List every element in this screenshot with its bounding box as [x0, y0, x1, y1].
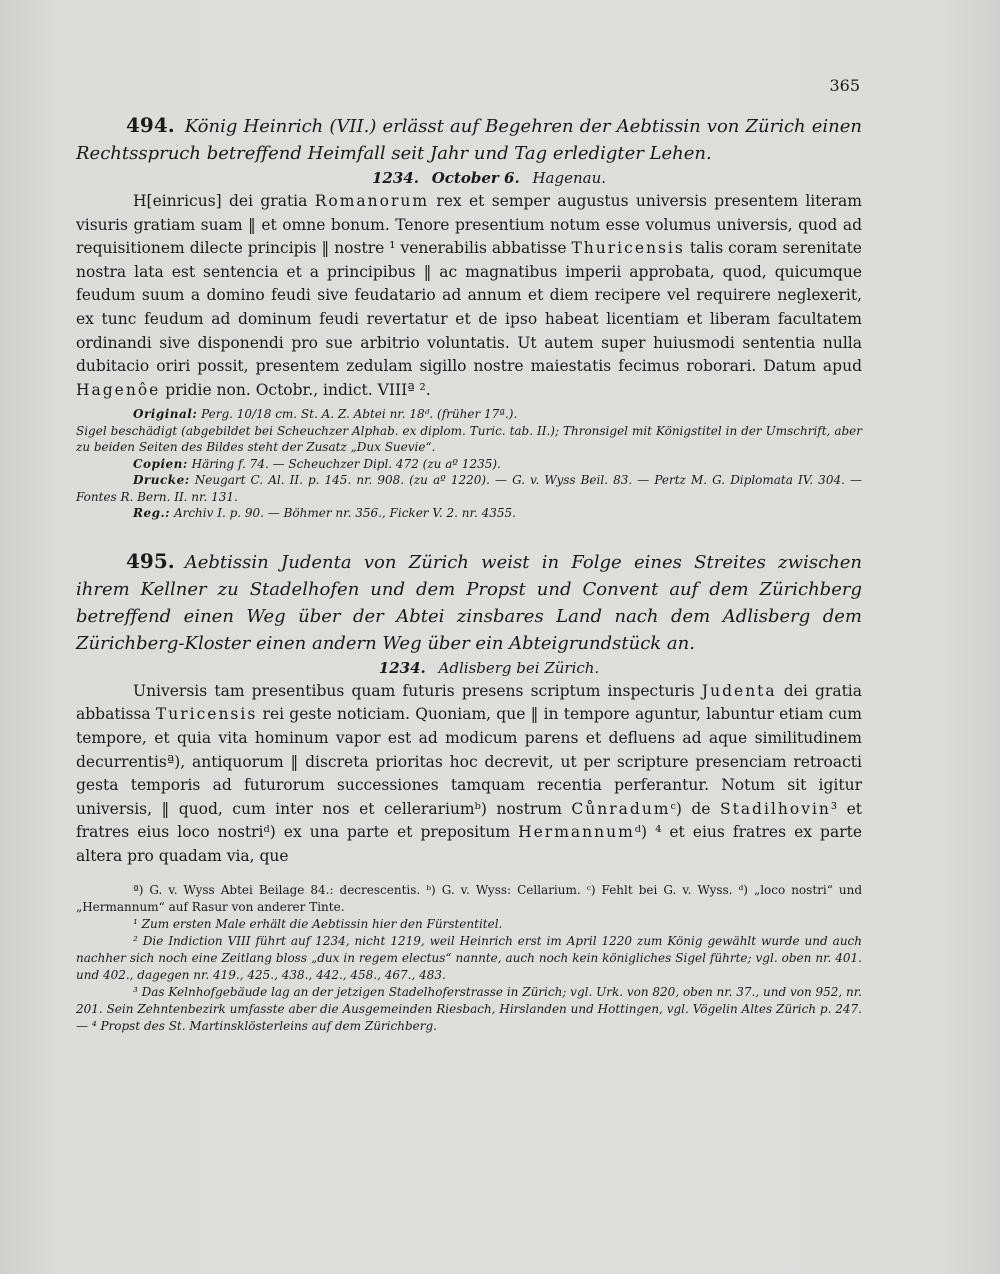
text-run: pridie non. Octobr., indict. VIIIª ².	[160, 380, 431, 399]
text-run: rei geste noticiam. Quoniam, que ‖ in tempore aguntur, labuntur etiam cum tempore, et quia vita hominum vapor est ad modicum parens et defluens ad aque similitudinem decurrentisª), antiquorum ‖ discreta prioritas hoc decrevit, ut per scripture presenciam retroacti gesta temporis ad futurorum successiones tamquam recentia perferantur. Notum sit igitur universis, ‖ quod, cum inter nos et cellerariumᵇ) nostrum	[76, 705, 862, 818]
spaced-name: Turicensis	[155, 705, 258, 724]
footnote-3: ³ Das Kelnhofgebäude lag an der jetzigen Stadelhoferstrasse in Zürich; vgl. Urk. von 820, oben nr. 37., und von 952, nr. 201. Sein Zehntenbezirk umfasste aber die Ausgemeinden Riesbach, Hirslanden und Hottingen, vgl. Vögelin Altes Zürich p. 247. — ⁴ Propst des St. Martinsklösterleins auf dem Zürichberg.	[76, 985, 862, 1033]
doc-495-title: Aebtissin Judenta von Zürich weist in Folge eines Streites zwischen ihrem Kellner zu Stadelhofen und dem Propst und Convent auf dem Zürichberg betreffend einen Weg über der Abtei zinsbares Land nach dem Adlisberg dem Zürichberg-Kloster einen andern Weg über ein Abteigrundstück an.	[76, 551, 862, 654]
reg-label: Reg.:	[133, 506, 171, 521]
sigel-note: Sigel beschädigt (abgebildet bei Scheuchzer Alphab. ex diplom. Turic. tab. II.); Thronsigel mit Königstitel in der Umschrift, aber zu beiden Seiten des Bildes steht der Zusatz „Dux Suevie“.	[76, 423, 862, 455]
page-number: 365	[829, 76, 860, 95]
text-run: Universis tam presentibus quam futuris presens scriptum inspecturis	[133, 681, 702, 700]
spaced-name: Thuricensis	[571, 239, 685, 258]
original-label: Original:	[133, 407, 198, 422]
text-run: rex et semper augustus universis presentem literam visuris gratiam suam ‖ et omne bonum. Tenore presentium notum esse volumus universis, quod ad requisitionem dilecte principis ‖ nostre ¹ venerabilis abbatisse	[76, 192, 862, 258]
drucke-text: Neugart C. Al. II. p. 145. nr. 908. (zu aº 1220). — G. v. Wyss Beil. 83. — Pertz M. G. Diplomata IV. 304. — Fontes R. Bern. II. nr. 131.	[76, 473, 862, 504]
original-text: Perg. 10/18 cm. St. A. Z. Abtei nr. 18ᵈ. (früher 17ª.).	[201, 407, 518, 422]
doc-495-dateline	[116, 657, 862, 680]
spaced-name: Hagenôe	[76, 380, 161, 399]
doc-495-place: Adlisberg bei Zürich.	[438, 658, 600, 677]
footnote-letters: ª) G. v. Wyss Abtei Beilage 84.: decrescentis. ᵇ) G. v. Wyss: Cellarium. ᶜ) Fehlt bei G. v. Wyss. ᵈ) „loco nostri“ und „Hermannum“ auf Rasur von anderer Tinte.	[76, 883, 862, 914]
footnote-2: ² Die Indiction VIII führt auf 1234, nicht 1219, weil Heinrich erst im April 1220 zum König gewählt wurde und auch nachher sich noch eine Zeitlang bloss „dux in regem electus“ nannte, auch noch kein königliches Sigel führte; vgl. oben nr. 401. und 402., dagegen nr. 419., 425., 438., 442., 458., 467., 483.	[76, 934, 862, 982]
doc-495-text	[76, 680, 862, 869]
doc-494-place: Hagenau.	[532, 169, 607, 187]
text-run: ᶜ) de	[670, 799, 720, 818]
copien-label: Copien:	[133, 456, 188, 471]
doc-494-text	[76, 190, 862, 402]
doc-494-day: October 6.	[431, 169, 520, 187]
footnote-1: ¹ Zum ersten Male erhält die Aebtissin hier den Fürstentitel.	[133, 917, 503, 931]
spaced-name: Judenta	[701, 681, 777, 700]
doc-494-year: 1234.	[371, 169, 419, 187]
spaced-name: Romanorum	[314, 192, 430, 210]
main-content	[76, 112, 862, 869]
text-run: ³ et fratres eius loco nostriᵈ) ex una parte et prepositum	[76, 799, 862, 842]
doc-494-heading	[76, 112, 862, 167]
doc-494-title: König Heinrich (VII.) erlässt auf Begehren der Aebtissin von Zürich einen Rechtsspruch betreffend Heimfall seit Jahr und Tag erledigter Lehen.	[76, 116, 862, 164]
spaced-name: Cůnradum	[571, 799, 671, 818]
copien-note	[76, 456, 862, 473]
doc-495-year: 1234.	[378, 658, 426, 677]
copien-text: Häring f. 74. — Scheuchzer Dipl. 472 (zu aº 1235).	[191, 456, 501, 471]
text-run: H[einricus] dei gratia	[133, 192, 315, 210]
drucke-label: Drucke:	[133, 473, 190, 488]
text-run: ᵈ) ⁴ et eius fratres ex parte altera pro quadam via, que	[76, 823, 862, 865]
doc-495-heading	[76, 548, 862, 657]
text-run: dei gratia abbatissa	[76, 681, 862, 724]
doc-494-dateline	[116, 167, 862, 190]
drucke-note	[76, 472, 862, 505]
text-run: talis coram serenitate nostra lata est sentencia et a principibus ‖ ac magnatibus imperii approbata, quod, quicumque feudum suum a domino feudi sive feudatario ad annum et diem recipere vel requirere neglexerit, ex tunc feudum ad dominum feudi revertatur et de ipso habeat licentiam et liberam facultatem ordinandi sive disponendi pro sue arbitrio voluntatis. Ut autem super huiusmodi sententia nulla dubitacio oriri possit, presentem zedulam sigillo nostre maiestatis fecimus roborari. Datum apud	[76, 239, 862, 376]
original-note	[76, 406, 862, 423]
footnotes	[76, 882, 862, 1035]
doc-495-number: 495.	[126, 548, 175, 573]
reg-note	[76, 505, 862, 522]
doc-494-apparatus	[76, 406, 862, 522]
reg-text: Archiv I. p. 90. — Böhmer nr. 356., Ficker V. 2. nr. 4355.	[173, 506, 516, 521]
spaced-name: Stadilhovin	[719, 799, 831, 818]
doc-494-number: 494.	[126, 113, 175, 137]
spaced-name: Hermannum	[518, 823, 635, 842]
